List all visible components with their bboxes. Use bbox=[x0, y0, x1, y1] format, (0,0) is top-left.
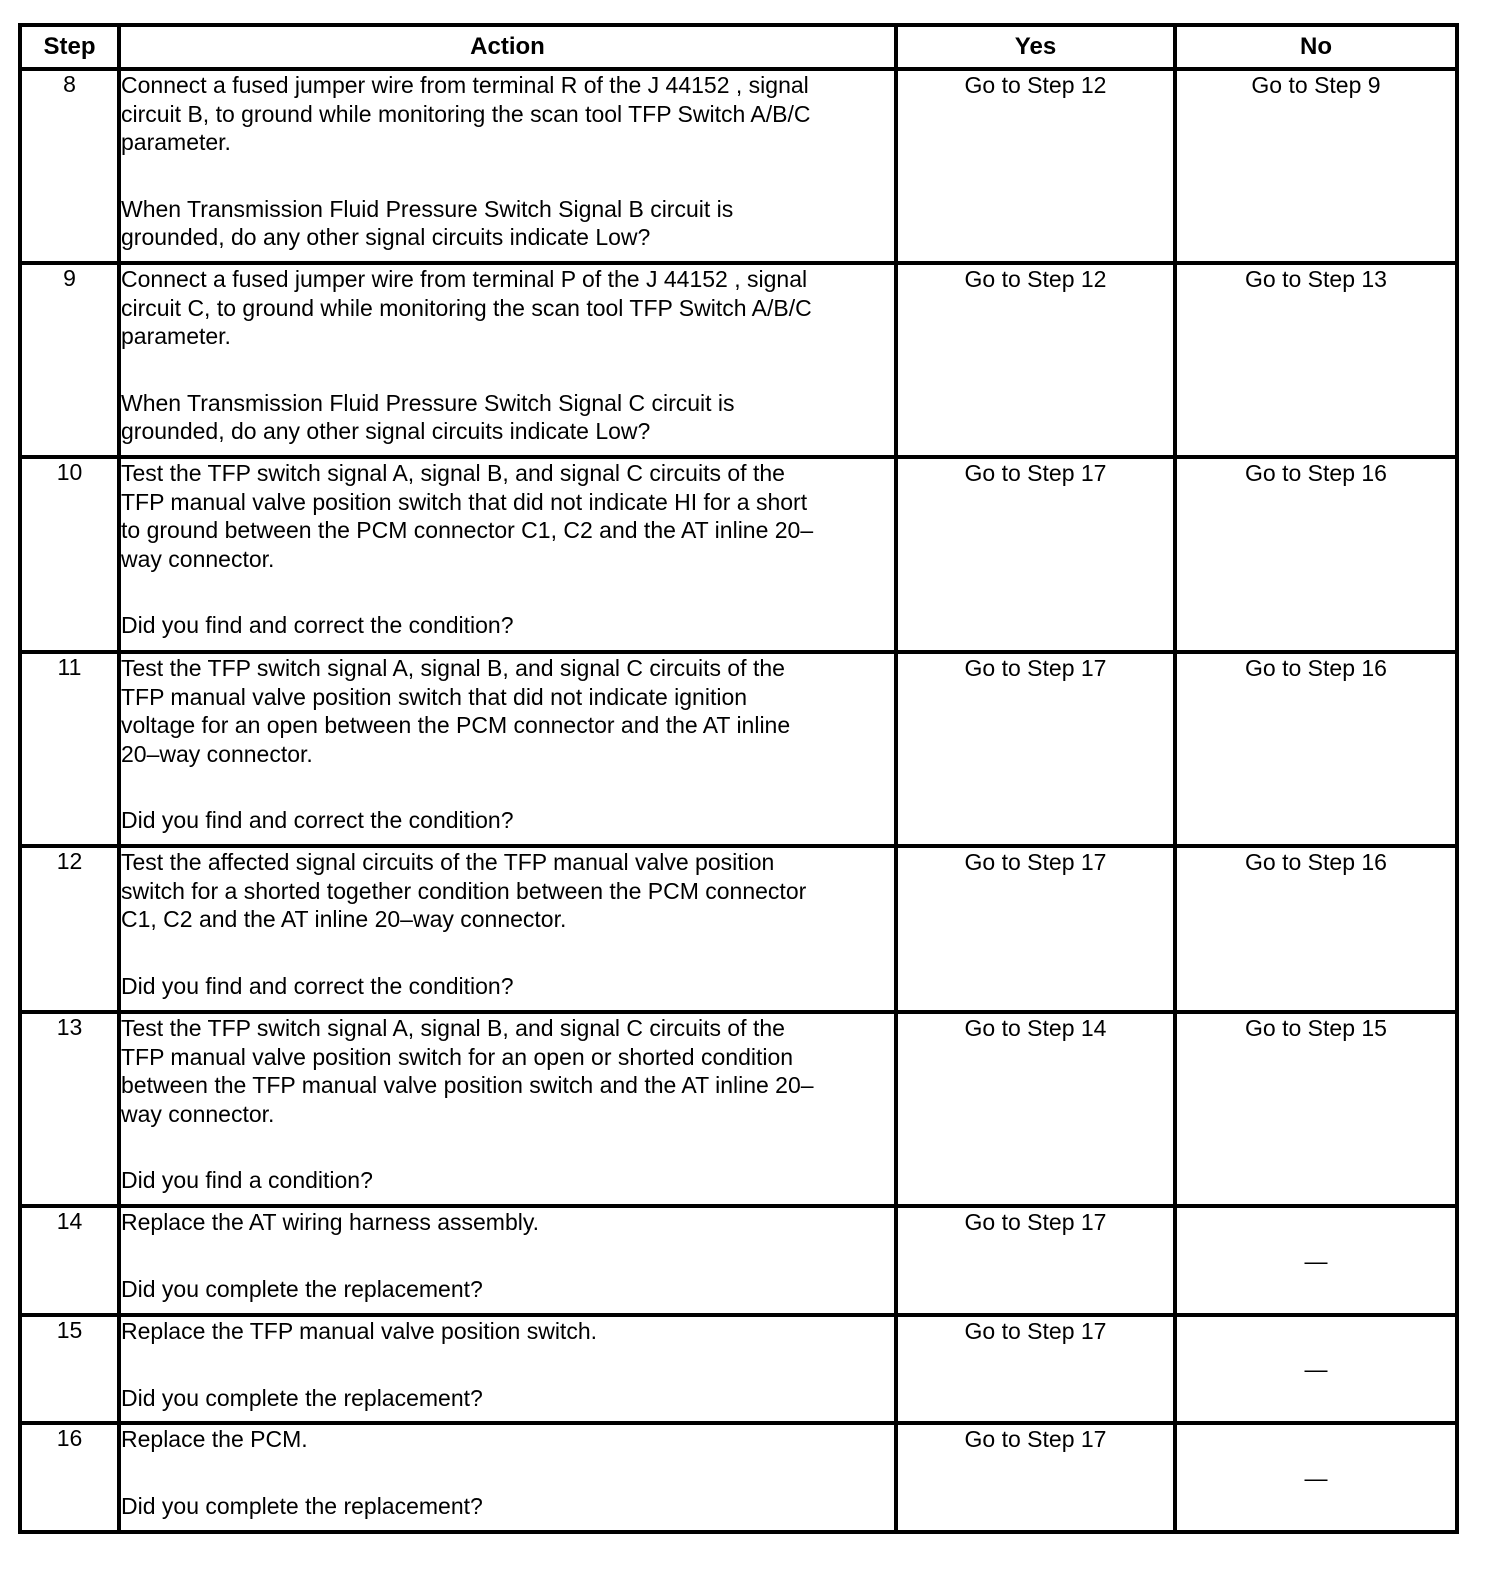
yes-result: Go to Step 14 bbox=[896, 1012, 1175, 1206]
action-text: Test the affected signal circuits of the TFP manual valve position switch for a shorted together condition between the PCM connector C1, C2 and the AT inline 20–way connector. bbox=[121, 849, 807, 933]
table-row bbox=[20, 263, 1457, 457]
no-result: — bbox=[1175, 1206, 1457, 1315]
question-text: Did you find and correct the condition? bbox=[121, 807, 514, 834]
header-yes: Yes bbox=[896, 25, 1175, 69]
table-row bbox=[20, 1206, 1457, 1315]
action-text: Test the TFP switch signal A, signal B, and signal C circuits of the TFP manual valve position switch that did not indicate HI for a short to ground between the PCM connector C1, C2 and the AT inline 20– way connector. bbox=[121, 460, 814, 572]
question-text: Did you complete the replacement? bbox=[121, 1492, 483, 1519]
step-number: 11 bbox=[20, 652, 119, 846]
action-text: Replace the PCM. bbox=[121, 1426, 308, 1452]
question-text: When Transmission Fluid Pressure Switch Signal C circuit is grounded, do any other signal circuits indicate Low? bbox=[121, 389, 735, 445]
table-row bbox=[20, 1012, 1457, 1206]
question-text: Did you complete the replacement? bbox=[121, 1384, 483, 1411]
diagnostic-table bbox=[18, 23, 1459, 1534]
action-text: Test the TFP switch signal A, signal B, and signal C circuits of the TFP manual valve position switch that did not indicate ignition voltage for an open between the PCM connector and the AT inline 20–way connector. bbox=[121, 655, 791, 767]
table-row bbox=[20, 846, 1457, 1012]
action-text: Connect a fused jumper wire from terminal R of the J 44152 , signal circuit B, to ground while monitoring the scan tool TFP Switch A/B/C parameter. bbox=[121, 72, 811, 156]
yes-result: Go to Step 17 bbox=[896, 457, 1175, 652]
step-number: 8 bbox=[20, 69, 119, 263]
action-cell bbox=[119, 1206, 896, 1315]
table-row bbox=[20, 1315, 1457, 1423]
no-result: Go to Step 16 bbox=[1175, 652, 1457, 846]
question-text: Did you find and correct the condition? bbox=[121, 612, 514, 639]
step-number: 12 bbox=[20, 846, 119, 1012]
table-header-row bbox=[20, 25, 1457, 69]
no-result: Go to Step 16 bbox=[1175, 457, 1457, 652]
action-cell bbox=[119, 1315, 896, 1423]
yes-result: Go to Step 17 bbox=[896, 1423, 1175, 1532]
step-number: 15 bbox=[20, 1315, 119, 1423]
table-row bbox=[20, 457, 1457, 652]
table-row bbox=[20, 69, 1457, 263]
no-result: Go to Step 9 bbox=[1175, 69, 1457, 263]
no-result: — bbox=[1175, 1315, 1457, 1423]
header-no: No bbox=[1175, 25, 1457, 69]
question-text: When Transmission Fluid Pressure Switch Signal B circuit is grounded, do any other signal circuits indicate Low? bbox=[121, 195, 734, 251]
yes-result: Go to Step 17 bbox=[896, 1315, 1175, 1423]
action-text: Test the TFP switch signal A, signal B, and signal C circuits of the TFP manual valve position switch for an open or shorted condition between the TFP manual valve position switch and the AT inline 20– way connector. bbox=[121, 1015, 814, 1127]
action-text: Replace the AT wiring harness assembly. bbox=[121, 1209, 540, 1235]
action-text: Replace the TFP manual valve position switch. bbox=[121, 1318, 598, 1344]
step-number: 10 bbox=[20, 457, 119, 652]
action-cell bbox=[119, 263, 896, 457]
header-action: Action bbox=[119, 25, 896, 69]
no-result: Go to Step 13 bbox=[1175, 263, 1457, 457]
action-cell bbox=[119, 846, 896, 1012]
no-result: Go to Step 16 bbox=[1175, 846, 1457, 1012]
no-result: Go to Step 15 bbox=[1175, 1012, 1457, 1206]
yes-result: Go to Step 17 bbox=[896, 1206, 1175, 1315]
no-result: — bbox=[1175, 1423, 1457, 1532]
question-text: Did you find and correct the condition? bbox=[121, 972, 514, 999]
yes-result: Go to Step 12 bbox=[896, 263, 1175, 457]
action-cell bbox=[119, 457, 896, 652]
yes-result: Go to Step 17 bbox=[896, 846, 1175, 1012]
yes-result: Go to Step 12 bbox=[896, 69, 1175, 263]
question-text: Did you complete the replacement? bbox=[121, 1275, 483, 1302]
question-text: Did you find a condition? bbox=[121, 1167, 373, 1194]
action-cell bbox=[119, 652, 896, 846]
action-cell bbox=[119, 1423, 896, 1532]
header-step: Step bbox=[20, 25, 119, 69]
action-cell bbox=[119, 1012, 896, 1206]
table-row bbox=[20, 1423, 1457, 1532]
step-number: 14 bbox=[20, 1206, 119, 1315]
yes-result: Go to Step 17 bbox=[896, 652, 1175, 846]
action-text: Connect a fused jumper wire from terminal P of the J 44152 , signal circuit C, to ground while monitoring the scan tool TFP Switch A/B/C parameter. bbox=[121, 266, 812, 350]
table-row bbox=[20, 652, 1457, 846]
step-number: 13 bbox=[20, 1012, 119, 1206]
action-cell bbox=[119, 69, 896, 263]
step-number: 9 bbox=[20, 263, 119, 457]
step-number: 16 bbox=[20, 1423, 119, 1532]
